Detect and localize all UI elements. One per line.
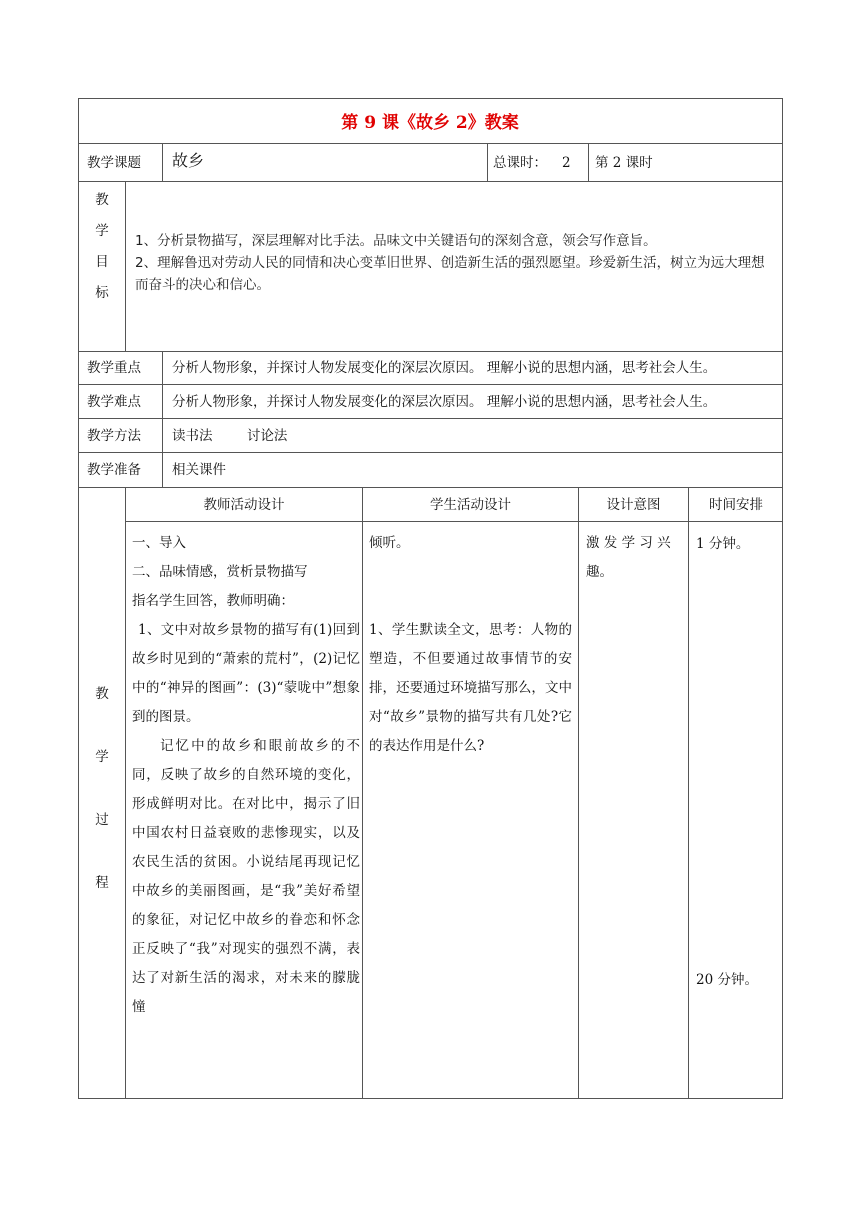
difficulty-label: 教学难点 [87,394,141,410]
label-char: 学 [95,749,109,765]
col-divider [588,143,589,181]
label-char: 程 [95,875,109,891]
label-char: 目 [95,254,109,270]
col-divider [578,487,579,1099]
difficulty-value: 分析人物形象，并探讨人物发展变化的深层次原因。 理解小说的思想内涵，思考社会人生。 [172,394,717,410]
key-points-value: 分析人物形象，并探讨人物发展变化的深层次原因。 理解小说的思想内涵，思考社会人生。 [172,360,717,376]
teacher-line: 二、品味情感，赏析景物描写 [132,564,308,580]
col-header-intent: 设计意图 [606,497,661,513]
objective-line: 2、理解鲁迅对劳动人民的同情和决心变革旧世界、创造新生活的强烈愿望。珍爱新生活，树立为远大理想而奋斗的决心和信心。 [135,255,765,293]
period-label: 第 2 课时 [595,155,653,171]
topic-value: 故乡 [172,151,205,170]
label-char: 过 [95,812,109,828]
student-activity [369,529,572,761]
preparation-value: 相关课件 [172,462,226,478]
row-divider [78,143,783,144]
key-points-label: 教学重点 [87,360,141,376]
method-label: 教学方法 [87,428,141,444]
preparation-label: 教学准备 [87,462,141,478]
label-char: 教 [95,192,109,208]
col-divider [162,351,163,487]
design-intent: 激 发 学 习 兴 趣。 [586,535,671,580]
row-divider [78,418,783,419]
teacher-line: 一、导入 [132,535,186,551]
col-divider [125,487,126,1099]
label-char: 教 [95,686,109,702]
time-analysis: 20 分钟。 [696,972,758,988]
time-intro: 1 分钟。 [696,536,750,552]
teacher-paragraph: 记忆中的故乡和眼前故乡的不同，反映了故乡的自然环境的变化，形成鲜明对比。在对比中，揭示了旧中国农村日益衰败的悲惨现实，以及农民生活的贫困。小说结尾再现记忆中故乡的美丽图画，是“我”美好希望的象征，对记忆中故乡的眷恋和怀念正反映了“我”对现实的强烈不满，表达了对新生活的渴求，对未来的朦胧憧 [132,738,360,1015]
col-header-time: 时间安排 [709,497,763,513]
total-periods-value: 2 [562,155,571,171]
col-header-teacher: 教师活动设计 [203,497,285,513]
objectives-text [135,230,775,296]
total-periods-label: 总课时： [493,155,547,171]
row-divider [78,452,783,453]
col-divider [362,487,363,1099]
student-paragraph: 1、学生默读全文，思考：人物的塑造，不但要通过故事情节的安排，还要通过环境描写那么，文中对“故乡”景物的描写共有几处?它的表达作用是什么? [369,622,572,754]
row-divider [78,384,783,385]
student-line: 倾听。 [369,535,410,551]
col-divider [162,143,163,181]
col-divider [688,487,689,1099]
label-char: 标 [95,285,109,301]
row-divider [78,351,783,352]
method-value: 读书法 讨论法 [172,428,288,444]
col-header-student: 学生活动设计 [430,497,511,513]
row-divider [78,181,783,182]
row-divider [78,487,783,488]
col-divider [125,181,126,351]
teacher-line: 指名学生回答，教师明确： [132,593,294,609]
row-divider [125,521,783,522]
objectives-label [79,188,125,312]
teacher-paragraph: 1、文中对故乡景物的描写有(1)回到故乡时见到的“萧索的荒村”，(2)记忆中的“神异的图画”：(3)“蒙咙中”想象到的图景。 [132,622,360,725]
process-label [79,682,125,934]
label-char: 学 [95,223,109,239]
col-divider [487,143,488,181]
objective-line: 1、分析景物描写，深层理解对比手法。品味文中关键语句的深刻含意，领会写作意旨。 [135,233,657,249]
teacher-activity [132,529,360,1022]
page-title: 第 9 课《故乡 2》教案 [341,113,519,133]
topic-label: 教学课题 [87,155,141,171]
